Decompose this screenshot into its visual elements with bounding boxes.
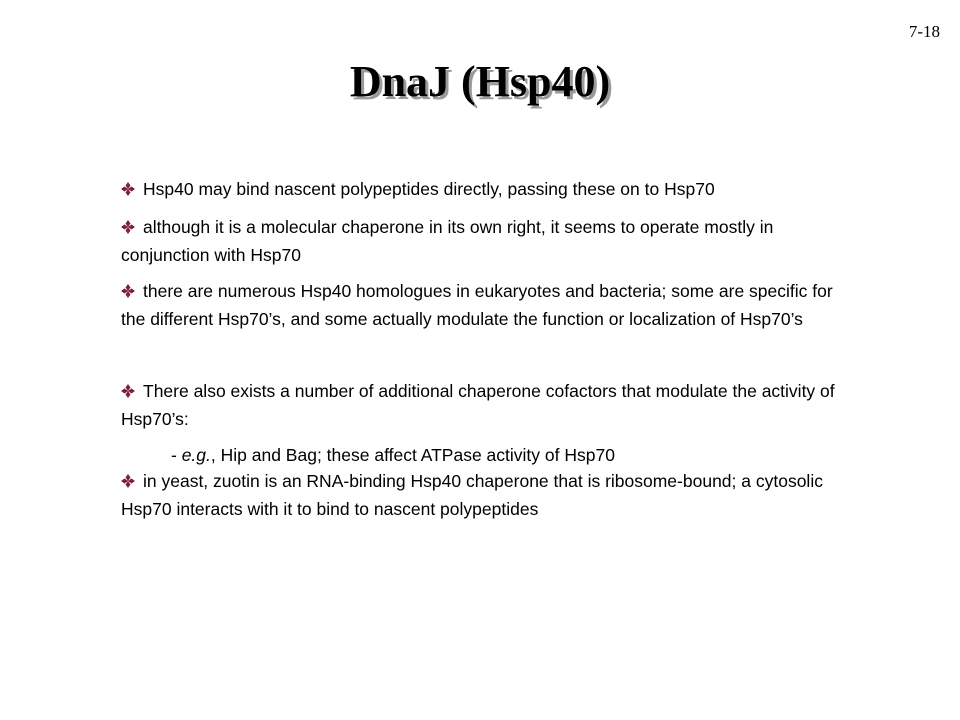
bullet-text: although it is a molecular chaperone in its own right, it seems to operate mostly in conjunction with Hsp70 bbox=[121, 217, 774, 265]
bullet-text: Hsp40 may bind nascent polypeptides directly, passing these on to Hsp70 bbox=[143, 179, 715, 199]
four-diamond-bullet-icon bbox=[121, 216, 143, 242]
bullet-item bbox=[121, 468, 861, 522]
bullet-text: There also exists a number of additional chaperone cofactors that modulate the activity of Hsp70’s: bbox=[121, 381, 835, 429]
bullet-item bbox=[121, 214, 861, 268]
slide-title: DnaJ (Hsp40) bbox=[349, 57, 611, 106]
sub-item-emphasis: e.g. bbox=[181, 445, 211, 465]
sub-item bbox=[121, 442, 861, 468]
slide-content bbox=[121, 176, 861, 532]
bullet-text: in yeast, zuotin is an RNA-binding Hsp40 chaperone that is ribosome-bound; a cytosolic Hsp70 interacts with it to bind to nascent polypeptides bbox=[121, 471, 823, 519]
four-diamond-bullet-icon bbox=[121, 280, 143, 306]
sub-item-text: , Hip and Bag; these affect ATPase activity of Hsp70 bbox=[210, 445, 615, 465]
four-diamond-bullet-icon bbox=[121, 380, 143, 406]
four-diamond-bullet-icon bbox=[121, 470, 143, 496]
slide-number: 7-18 bbox=[908, 22, 940, 41]
four-diamond-bullet-icon bbox=[121, 178, 143, 204]
bullet-item bbox=[121, 378, 861, 432]
sub-item-prefix: - bbox=[171, 445, 182, 465]
bullet-text: there are numerous Hsp40 homologues in eukaryotes and bacteria; some are specific for the different Hsp70’s, and some actually modulate the function or localization of Hsp70’s bbox=[121, 281, 833, 329]
bullet-item bbox=[121, 278, 861, 332]
bullet-item bbox=[121, 176, 861, 204]
